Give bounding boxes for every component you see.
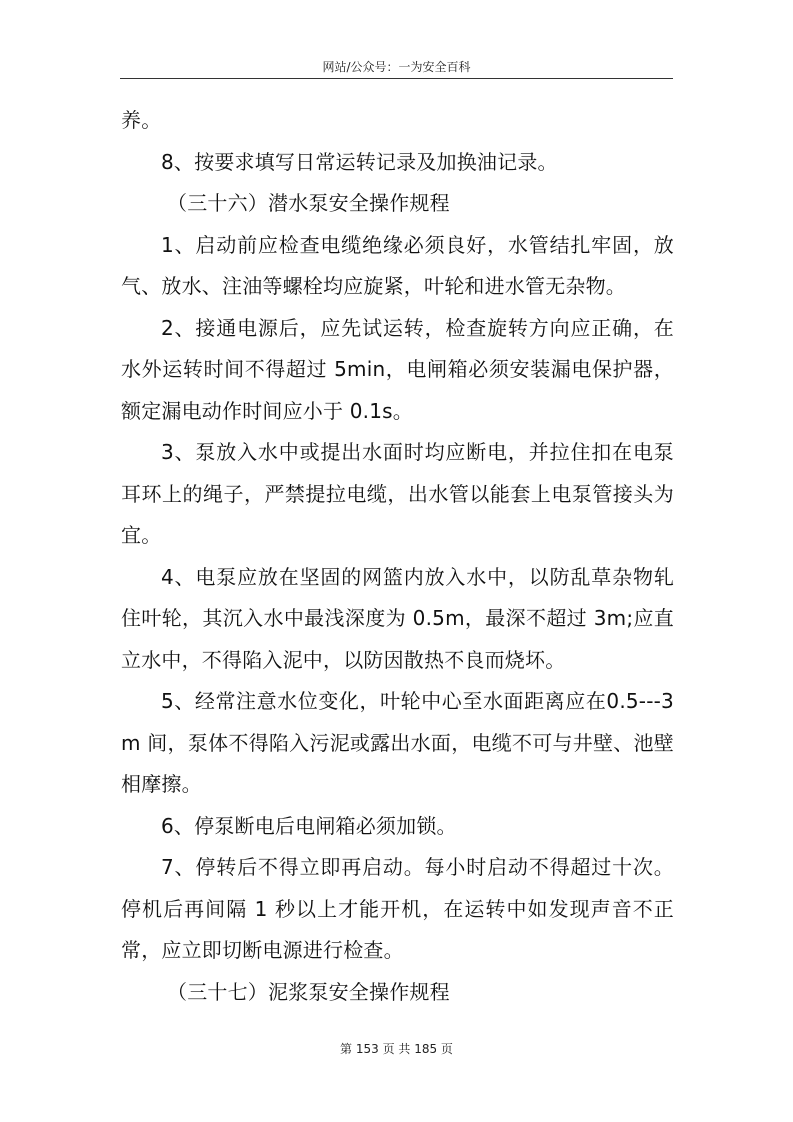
paragraph-item-7: 7、停转后不得立即再启动。每小时启动不得超过十次。停机后再间隔 1 秒以上才能开机，在运转中如发现声音不正常，应立即切断电源进行检查。 bbox=[121, 855, 674, 962]
section-heading-36: （三十六）潜水泵安全操作规程 bbox=[167, 191, 450, 215]
section-heading-37: （三十七）泥浆泵安全操作规程 bbox=[167, 979, 450, 1004]
paragraph-item-4: 4、电泵应放在坚固的网篮内放入水中，以防乱草杂物轧住叶轮，其沉入水中最浅深度为 0.5m，最深不超过 3m;应直立水中，不得陷入泥中，以防因散热不良而烧坏。 bbox=[121, 564, 674, 672]
paragraph-item-3: 3、泵放入水中或提出水面时均应断电，并拉住扣在电泵耳环上的绳子，严禁提拉电缆，出水管以能套上电泵管接头为宜。 bbox=[121, 440, 674, 547]
paragraph-item-6: 6、停泵断电后电闸箱必须加锁。 bbox=[161, 813, 457, 838]
page-header: 网站/公众号：一为安全百科 bbox=[322, 60, 471, 74]
header-divider bbox=[120, 78, 673, 79]
paragraph-item-1: 1、启动前应检查电缆绝缘必须良好，水管结扎牢固，放气、放水、注油等螺栓均应旋紧，叶轮和进水管无杂物。 bbox=[121, 232, 674, 298]
paragraph-item-8: 8、按要求填写日常运转记录及加换油记录。 bbox=[161, 149, 558, 174]
paragraph-item-2: 2、接通电源后，应先试运转，检查旋转方向应正确，在水外运转时间不得超过 5min，电闸箱必须安装漏电保护器，额定漏电动作时间应小于 0.1s。 bbox=[121, 315, 674, 423]
paragraph-continuation: 养。 bbox=[121, 108, 162, 132]
paragraph-item-5: 5、经常注意水位变化，叶轮中心至水面距离应在0.5---3m 间，泵体不得陷入污泥或露出水面，电缆不可与井壁、池壁相摩擦。 bbox=[121, 689, 674, 796]
document-body bbox=[121, 100, 674, 1013]
page-footer: 第 153 页 共 185 页 bbox=[340, 1042, 453, 1056]
